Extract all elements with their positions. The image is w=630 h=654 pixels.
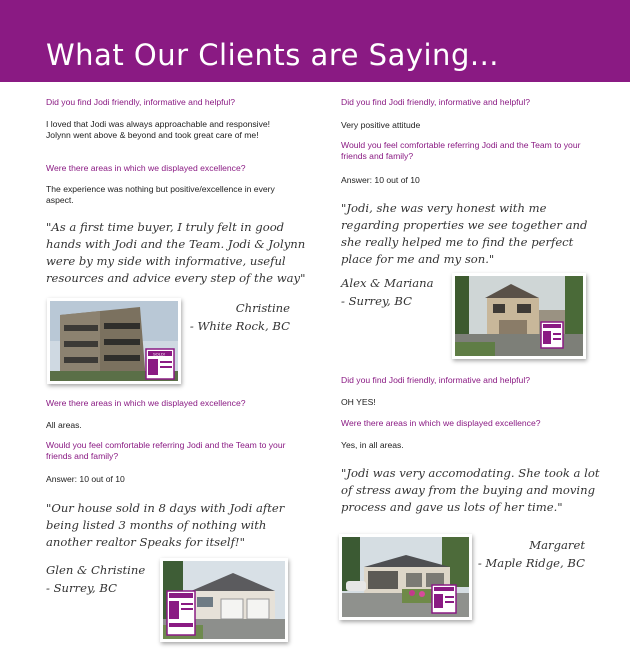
client-location: - Surrey, BC: [341, 294, 412, 308]
house-photo: [160, 558, 288, 642]
answer: Very positive attitude: [341, 120, 421, 130]
answer: Answer: 10 out of 10: [46, 474, 125, 484]
testimonial-quote: "Our house sold in 8 days with Jodi after being listed 3 months of nothing with another realtor Speaks for itself!": [46, 501, 285, 549]
page-header: [0, 0, 630, 82]
testimonial-quote: "Jodi was very accomodating. She took a lot of stress away from the buying and moving process and gave us lots of her time.": [341, 466, 600, 514]
question: Did you find Jodi friendly, informative and helpful?: [341, 375, 531, 385]
client-name: Margaret: [529, 538, 585, 552]
testimonial-quote: "Jodi, she was very honest with me regarding properties we see together and she really helped me to find the perfect place for me and my son.": [341, 201, 588, 266]
answer: Yes, in all areas.: [341, 440, 404, 450]
question: Were there areas in which we displayed excellence?: [46, 163, 246, 173]
answer: Answer: 10 out of 10: [341, 175, 420, 185]
question: Would you feel comfortable referring Jodi and the Team to your friends and family?: [341, 140, 581, 161]
sign-label: SOLD!: [153, 351, 166, 357]
question: Would you feel comfortable referring Jodi and the Team to your friends and family?: [46, 440, 286, 461]
question: Were there areas in which we displayed excellence?: [341, 418, 541, 428]
client-name: Alex & Mariana: [341, 276, 434, 290]
client-location: - Surrey, BC: [46, 581, 117, 595]
answer: OH YES!: [341, 397, 376, 407]
answer: All areas.: [46, 420, 82, 430]
page-title: What Our Clients are Saying...: [46, 38, 500, 72]
house-photo: [452, 273, 586, 359]
question: Did you find Jodi friendly, informative and helpful?: [46, 97, 236, 107]
house-photo: [339, 534, 472, 620]
question: Were there areas in which we displayed excellence?: [46, 398, 246, 408]
client-name: Glen & Christine: [46, 563, 146, 577]
question: Did you find Jodi friendly, informative and helpful?: [341, 97, 531, 107]
answer: The experience was nothing but positive/excellence in every aspect.: [46, 184, 275, 205]
client-location: - Maple Ridge, BC: [477, 556, 585, 570]
answer: I loved that Jodi was always approachable and responsive! Jolynn went above & beyond and took great care of me!: [46, 119, 271, 140]
house-photo: [47, 298, 181, 384]
client-location: - White Rock, BC: [189, 319, 290, 333]
client-name: Christine: [235, 301, 290, 315]
testimonial-quote: "As a first time buyer, I truly felt in good hands with Jodi and the Team. Jodi & Jolynn were by my side with informative, useful resources and advice every step of the way": [46, 220, 306, 285]
